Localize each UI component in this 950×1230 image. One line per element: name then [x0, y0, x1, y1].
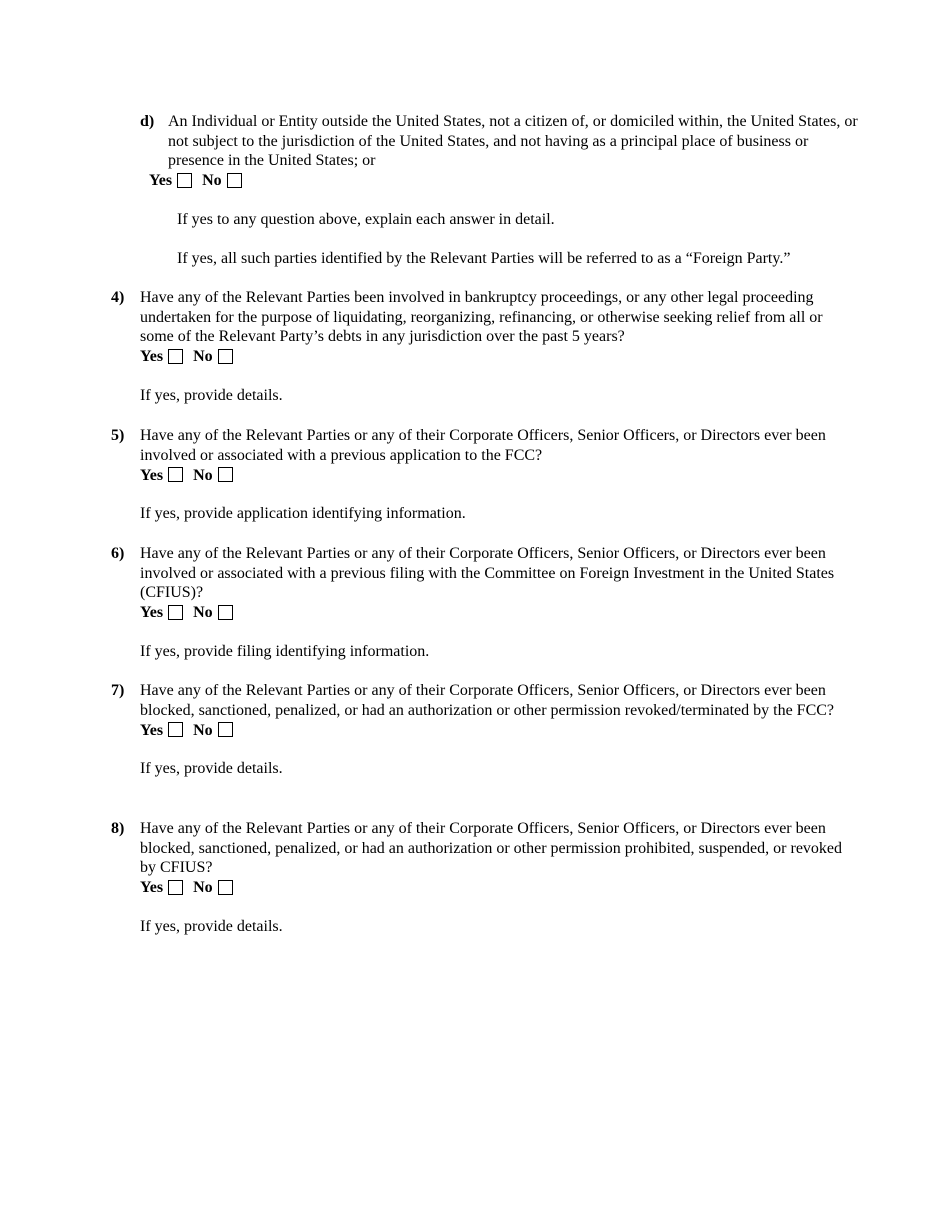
- question-text: Have any of the Relevant Parties or any of their Corporate Officers, Senior Officers, or Directors ever been involved or associated with a previous filing with the Committee on Foreign Investment in the United States (CFIUS)?: [140, 545, 835, 602]
- no-label: No: [193, 348, 213, 366]
- instruction-text: If yes, provide filing identifying information.: [140, 643, 430, 661]
- question-text: Have any of the Relevant Parties or any of their Corporate Officers, Senior Officers, or Directors ever been blocked, sanctioned, penalized, or had an authorization or other permission revoked/terminated by the FCC?: [140, 682, 835, 719]
- yes-no-group: [140, 878, 851, 898]
- yes-checkbox[interactable]: [177, 173, 192, 188]
- yes-label: Yes: [149, 172, 173, 190]
- yes-checkbox[interactable]: [168, 467, 183, 482]
- instruction-text: If yes, provide application identifying information.: [140, 505, 466, 523]
- yes-label: Yes: [140, 466, 164, 484]
- no-label: No: [193, 721, 213, 739]
- no-checkbox[interactable]: [218, 880, 233, 895]
- yes-label: Yes: [140, 604, 164, 622]
- no-checkbox[interactable]: [218, 467, 233, 482]
- no-checkbox[interactable]: [218, 722, 233, 737]
- no-label: No: [193, 604, 213, 622]
- yes-label: Yes: [140, 348, 164, 366]
- yes-checkbox[interactable]: [168, 880, 183, 895]
- yes-checkbox[interactable]: [168, 349, 183, 364]
- question-marker: 8): [111, 820, 125, 837]
- no-checkbox[interactable]: [218, 349, 233, 364]
- question-8: [111, 819, 851, 937]
- no-checkbox[interactable]: [218, 605, 233, 620]
- yes-no-group: [140, 347, 851, 367]
- yes-no-group: [140, 603, 851, 623]
- question-d: [140, 112, 860, 269]
- yes-checkbox[interactable]: [168, 605, 183, 620]
- question-marker: 5): [111, 427, 125, 444]
- no-label: No: [202, 172, 222, 190]
- question-4: [111, 288, 851, 406]
- question-text: Have any of the Relevant Parties been involved in bankruptcy proceedings, or any other legal proceeding undertaken for the purpose of liquidating, reorganizing, refinancing, or otherwise seeking relief from all or some of the Relevant Party’s debts in any jurisdiction over the past 5 years?: [140, 289, 823, 346]
- question-6: [111, 544, 851, 662]
- yes-label: Yes: [140, 721, 164, 739]
- no-label: No: [193, 879, 213, 897]
- question-marker: d): [140, 113, 155, 130]
- question-5: [111, 426, 851, 524]
- question-text: Have any of the Relevant Parties or any of their Corporate Officers, Senior Officers, or Directors ever been blocked, sanctioned, penalized, or had an authorization or other permission prohibited, suspended, or revoked by CFIUS?: [140, 820, 843, 877]
- question-marker: 4): [111, 289, 125, 306]
- instruction-text: If yes to any question above, explain each answer in detail.: [177, 211, 555, 229]
- yes-no-group: [140, 720, 851, 740]
- instruction-text: If yes, provide details.: [140, 918, 283, 936]
- question-marker: 7): [111, 682, 125, 699]
- yes-checkbox[interactable]: [168, 722, 183, 737]
- yes-no-group: [140, 465, 851, 485]
- question-marker: 6): [111, 545, 125, 562]
- yes-no-group: [149, 171, 860, 191]
- question-text: An Individual or Entity outside the United States, not a citizen of, or domiciled within, the United States, or not subject to the jurisdiction of the United States, and not having as a principal place of business or presence in the United States; or: [168, 113, 858, 170]
- question-text: Have any of the Relevant Parties or any of their Corporate Officers, Senior Officers, or Directors ever been involved or associated with a previous application to the FCC?: [140, 427, 826, 464]
- yes-label: Yes: [140, 879, 164, 897]
- question-7: [111, 681, 851, 779]
- instruction-text: If yes, all such parties identified by the Relevant Parties will be referred to as a “Foreign Party.”: [177, 249, 791, 267]
- no-checkbox[interactable]: [227, 173, 242, 188]
- no-label: No: [193, 466, 213, 484]
- instruction-text: If yes, provide details.: [140, 760, 283, 778]
- instruction-text: If yes, provide details.: [140, 387, 283, 405]
